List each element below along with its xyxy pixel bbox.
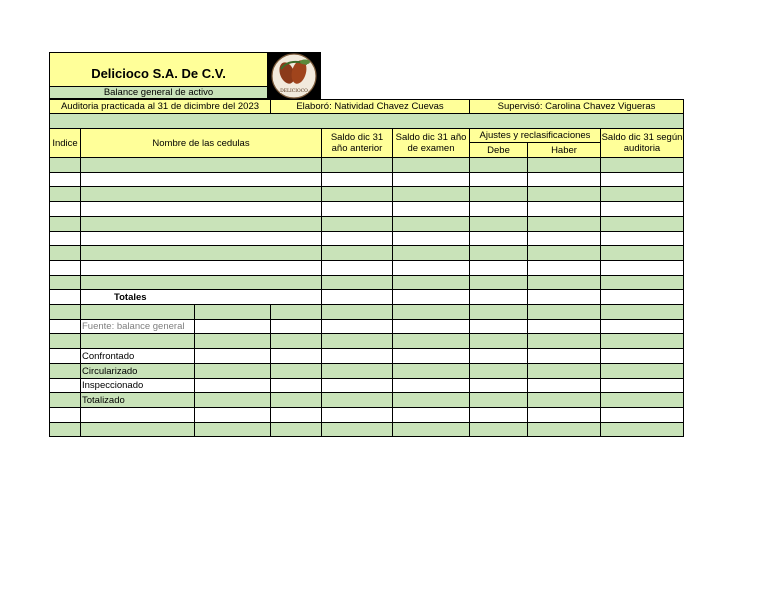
table-cell[interactable] xyxy=(322,158,393,173)
table-cell[interactable] xyxy=(393,393,470,408)
audit-mark-label: Circularizado xyxy=(82,365,138,377)
table-cell[interactable] xyxy=(271,379,322,393)
table-cell[interactable] xyxy=(601,364,684,379)
table-cell[interactable] xyxy=(81,173,322,187)
table-cell[interactable] xyxy=(601,173,684,187)
table-cell[interactable] xyxy=(195,364,271,379)
table-cell[interactable] xyxy=(322,173,393,187)
table-cell[interactable] xyxy=(271,393,322,408)
cacao-logo-icon xyxy=(267,52,321,100)
table-cell[interactable] xyxy=(470,290,528,305)
table-cell[interactable] xyxy=(528,408,601,423)
table-cell[interactable] xyxy=(81,158,322,173)
prepared-by: Elaboró: Natividad Chavez Cuevas xyxy=(296,101,444,112)
table-cell[interactable] xyxy=(470,305,528,320)
table-cell[interactable] xyxy=(81,320,195,334)
table-cell[interactable] xyxy=(528,393,601,408)
table-cell[interactable] xyxy=(393,290,470,305)
table-cell[interactable] xyxy=(393,187,470,202)
table-cell[interactable] xyxy=(81,217,322,232)
table-cell[interactable] xyxy=(528,217,601,232)
table-cell[interactable] xyxy=(393,173,470,187)
table-cell[interactable] xyxy=(49,290,81,305)
table-cell[interactable] xyxy=(470,232,528,246)
table-cell[interactable] xyxy=(393,246,470,261)
table-cell[interactable] xyxy=(81,379,195,393)
header-haber: Haber xyxy=(528,143,601,158)
audit-date-cell xyxy=(49,99,271,114)
table-cell[interactable] xyxy=(528,305,601,320)
table-cell[interactable] xyxy=(528,423,601,437)
table-cell[interactable] xyxy=(393,305,470,320)
table-cell[interactable] xyxy=(470,393,528,408)
table-cell[interactable] xyxy=(601,408,684,423)
table-cell[interactable] xyxy=(528,349,601,364)
table-cell[interactable] xyxy=(601,320,684,334)
table-cell[interactable] xyxy=(601,305,684,320)
table-cell[interactable] xyxy=(601,379,684,393)
table-cell[interactable] xyxy=(271,423,322,437)
report-subtitle: Balance general de activo xyxy=(103,87,214,98)
table-cell[interactable] xyxy=(49,261,81,276)
subtitle-cell xyxy=(49,86,268,99)
table-cell[interactable] xyxy=(601,423,684,437)
table-cell[interactable] xyxy=(322,349,393,364)
table-cell[interactable] xyxy=(271,334,322,349)
table-cell[interactable] xyxy=(470,187,528,202)
table-cell[interactable] xyxy=(49,276,81,290)
table-cell[interactable] xyxy=(601,261,684,276)
header-saldo-auditoria: Saldo dic 31 según auditoria xyxy=(601,129,684,158)
svg-text:DELICIOCO: DELICIOCO xyxy=(280,89,308,94)
table-cell[interactable] xyxy=(49,408,81,423)
table-cell[interactable] xyxy=(271,320,322,334)
table-cell[interactable] xyxy=(49,158,81,173)
table-cell[interactable] xyxy=(195,349,271,364)
table-cell[interactable] xyxy=(322,320,393,334)
table-cell[interactable] xyxy=(49,246,81,261)
table-cell[interactable] xyxy=(470,364,528,379)
table-cell[interactable] xyxy=(271,364,322,379)
table-cell[interactable] xyxy=(601,202,684,217)
audit-mark-label: Inspeccionado xyxy=(82,380,144,391)
table-cell[interactable] xyxy=(271,408,322,423)
table-cell[interactable] xyxy=(49,334,81,349)
table-cell[interactable] xyxy=(49,320,81,334)
table-cell[interactable] xyxy=(322,187,393,202)
table-cell[interactable] xyxy=(81,290,322,305)
table-cell[interactable] xyxy=(393,217,470,232)
table-cell[interactable] xyxy=(322,423,393,437)
table-cell[interactable] xyxy=(601,158,684,173)
table-cell[interactable] xyxy=(470,217,528,232)
table-cell[interactable] xyxy=(528,246,601,261)
table-cell[interactable] xyxy=(322,202,393,217)
table-cell[interactable] xyxy=(195,423,271,437)
table-cell[interactable] xyxy=(49,173,81,187)
table-cell[interactable] xyxy=(393,202,470,217)
table-cell[interactable] xyxy=(601,290,684,305)
supervised-by: Supervisó: Carolina Chavez Vigueras xyxy=(497,101,656,112)
table-cell[interactable] xyxy=(195,320,271,334)
table-cell[interactable] xyxy=(528,187,601,202)
table-cell[interactable] xyxy=(393,261,470,276)
table-cell[interactable] xyxy=(528,364,601,379)
audit-mark-label: Confrontado xyxy=(82,350,135,362)
table-cell[interactable] xyxy=(528,290,601,305)
table-cell[interactable] xyxy=(81,349,195,364)
table-cell[interactable] xyxy=(470,202,528,217)
table-cell[interactable] xyxy=(271,349,322,364)
table-cell[interactable] xyxy=(601,349,684,364)
header-debe: Debe xyxy=(470,143,528,158)
table-cell[interactable] xyxy=(322,232,393,246)
table-cell[interactable] xyxy=(322,408,393,423)
table-cell[interactable] xyxy=(601,393,684,408)
table-cell[interactable] xyxy=(49,379,81,393)
header-saldo-examen: Saldo dic 31 año de examen xyxy=(393,129,470,158)
table-cell[interactable] xyxy=(528,173,601,187)
table-cell[interactable] xyxy=(322,217,393,232)
table-cell[interactable] xyxy=(528,379,601,393)
company-name: Delicioco S.A. De C.V. xyxy=(91,66,226,81)
table-cell[interactable] xyxy=(195,334,271,349)
table-cell[interactable] xyxy=(81,408,195,423)
table-cell[interactable] xyxy=(393,320,470,334)
table-cell[interactable] xyxy=(470,423,528,437)
table-cell[interactable] xyxy=(81,305,195,320)
source-note: Fuente: balance general xyxy=(82,321,185,332)
table-cell[interactable] xyxy=(322,305,393,320)
table-cell[interactable] xyxy=(528,320,601,334)
table-cell[interactable] xyxy=(49,423,81,437)
table-cell[interactable] xyxy=(195,408,271,423)
table-cell[interactable] xyxy=(322,393,393,408)
table-cell[interactable] xyxy=(49,393,81,408)
table-cell[interactable] xyxy=(601,232,684,246)
table-cell[interactable] xyxy=(322,379,393,393)
table-cell[interactable] xyxy=(322,261,393,276)
table-cell[interactable] xyxy=(81,276,322,290)
table-cell[interactable] xyxy=(393,334,470,349)
header-nombre: Nombre de las cedulas xyxy=(81,129,322,158)
table-cell[interactable] xyxy=(49,364,81,379)
table-cell[interactable] xyxy=(49,349,81,364)
table-cell[interactable] xyxy=(528,334,601,349)
table-cell[interactable] xyxy=(470,261,528,276)
spacer-row xyxy=(49,114,684,129)
header-ajustes: Ajustes y reclasificaciones xyxy=(470,129,601,143)
table-cell[interactable] xyxy=(393,408,470,423)
table-cell[interactable] xyxy=(528,276,601,290)
table-cell[interactable] xyxy=(393,364,470,379)
table-cell[interactable] xyxy=(322,290,393,305)
table-cell[interactable] xyxy=(601,187,684,202)
table-cell[interactable] xyxy=(195,379,271,393)
table-cell[interactable] xyxy=(81,423,195,437)
table-cell[interactable] xyxy=(470,408,528,423)
table-cell[interactable] xyxy=(601,217,684,232)
table-cell[interactable] xyxy=(601,246,684,261)
table-cell[interactable] xyxy=(81,246,322,261)
table-cell[interactable] xyxy=(195,305,271,320)
totales-label: Totales xyxy=(114,291,147,303)
table-cell[interactable] xyxy=(49,305,81,320)
header-indice: Indice xyxy=(49,129,81,158)
table-cell[interactable] xyxy=(49,187,81,202)
table-cell[interactable] xyxy=(393,158,470,173)
table-cell[interactable] xyxy=(49,202,81,217)
table-cell[interactable] xyxy=(322,246,393,261)
table-cell[interactable] xyxy=(470,246,528,261)
table-cell[interactable] xyxy=(601,276,684,290)
table-cell[interactable] xyxy=(81,187,322,202)
table-cell[interactable] xyxy=(271,305,322,320)
table-cell[interactable] xyxy=(470,320,528,334)
audit-mark-label: Totalizado xyxy=(82,394,125,406)
table-cell[interactable] xyxy=(470,334,528,349)
prepared-by-cell xyxy=(271,99,470,114)
table-cell[interactable] xyxy=(470,379,528,393)
header-saldo-anterior: Saldo dic 31 año anterior xyxy=(322,129,393,158)
table-cell[interactable] xyxy=(81,393,195,408)
table-cell[interactable] xyxy=(393,276,470,290)
table-cell[interactable] xyxy=(81,261,322,276)
table-cell[interactable] xyxy=(322,276,393,290)
table-cell[interactable] xyxy=(528,158,601,173)
audit-date: Auditoria practicada al 31 de dicimbre del 2023 xyxy=(60,101,260,112)
table-cell[interactable] xyxy=(322,364,393,379)
table-cell[interactable] xyxy=(49,232,81,246)
table-cell[interactable] xyxy=(470,158,528,173)
table-cell[interactable] xyxy=(470,276,528,290)
table-cell[interactable] xyxy=(470,349,528,364)
table-cell[interactable] xyxy=(81,202,322,217)
table-cell[interactable] xyxy=(393,379,470,393)
table-cell[interactable] xyxy=(393,232,470,246)
table-cell[interactable] xyxy=(528,202,601,217)
company-title-cell xyxy=(49,52,268,86)
table-cell[interactable] xyxy=(393,423,470,437)
table-cell[interactable] xyxy=(601,334,684,349)
company-logo xyxy=(267,52,321,100)
table-cell[interactable] xyxy=(322,334,393,349)
supervised-by-cell xyxy=(470,99,684,114)
table-cell[interactable] xyxy=(49,217,81,232)
table-cell[interactable] xyxy=(195,393,271,408)
table-cell[interactable] xyxy=(528,261,601,276)
table-cell[interactable] xyxy=(470,173,528,187)
table-cell[interactable] xyxy=(528,232,601,246)
table-cell[interactable] xyxy=(81,334,195,349)
table-cell[interactable] xyxy=(81,232,322,246)
table-cell[interactable] xyxy=(393,349,470,364)
table-cell[interactable] xyxy=(81,364,195,379)
